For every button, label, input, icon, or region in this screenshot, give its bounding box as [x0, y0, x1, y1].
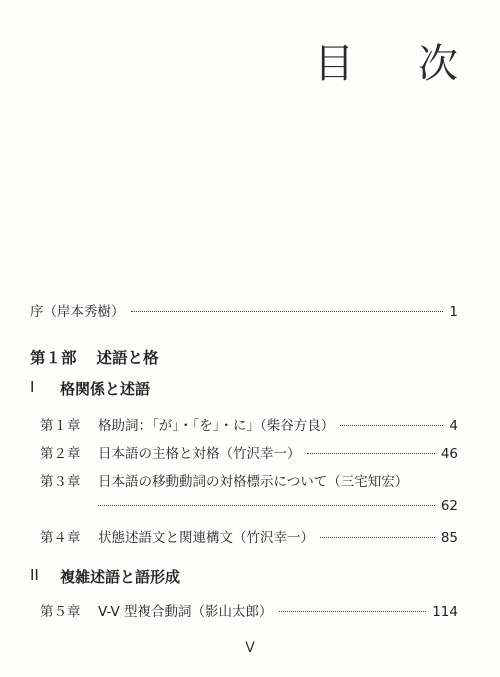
section-title: 複雑述語と語形成	[60, 568, 181, 586]
chapter-page: 46	[440, 446, 458, 462]
toc-entry-chapter-1[interactable]	[40, 414, 458, 434]
chapter-title: 日本語の移動動詞の対格標示について（三宅知宏）	[98, 474, 409, 490]
section-heading-2	[30, 566, 180, 587]
dot-leader	[131, 311, 444, 312]
dot-leader	[98, 505, 435, 506]
toc-title	[314, 32, 460, 89]
chapter-title: 状態述語文と関連構文（竹沢幸一）	[98, 530, 314, 546]
section-heading-1	[30, 378, 150, 399]
chapter-title: V-V 型複合動詞（影山太郎）	[98, 604, 273, 620]
title-char-1: 目	[314, 41, 356, 87]
toc-entry-preface[interactable]	[30, 300, 458, 320]
dot-leader	[340, 425, 443, 426]
chapter-page: 114	[432, 604, 458, 620]
chapter-number: 第４章	[40, 530, 81, 546]
part-title: 述語と格	[96, 349, 159, 367]
chapter-title: 格助詞：「が」・「を」・に」（柴谷方良）	[98, 418, 335, 434]
section-number: II	[30, 566, 39, 584]
toc-entry-chapter-5[interactable]	[40, 600, 458, 620]
section-title: 格関係と述語	[60, 380, 151, 398]
chapter-title: 日本語の主格と対格（竹沢幸一）	[98, 446, 301, 462]
chapter-page: 4	[449, 418, 458, 434]
entry-label: 序（岸本秀樹）	[30, 304, 125, 320]
title-char-2: 次	[418, 41, 460, 87]
section-number: I	[30, 378, 35, 396]
toc-entry-chapter-4[interactable]	[40, 526, 458, 546]
chapter-number: 第２章	[40, 446, 81, 462]
dot-leader	[279, 611, 427, 612]
toc-entry-chapter-3-continuation[interactable]	[98, 498, 458, 514]
chapter-number: 第５章	[40, 604, 81, 620]
chapter-page: 62	[440, 498, 458, 514]
part-number: 第１部	[30, 349, 77, 367]
page-folio: V	[245, 640, 255, 656]
entry-page: 1	[449, 304, 458, 320]
toc-entry-chapter-2[interactable]	[40, 442, 458, 462]
part-heading	[30, 346, 159, 368]
chapter-number: 第３章	[40, 474, 81, 490]
chapter-number: 第１章	[40, 418, 81, 434]
dot-leader	[320, 537, 435, 538]
chapter-page: 85	[440, 530, 458, 546]
toc-entry-chapter-3[interactable]	[40, 470, 458, 490]
dot-leader	[307, 453, 435, 454]
